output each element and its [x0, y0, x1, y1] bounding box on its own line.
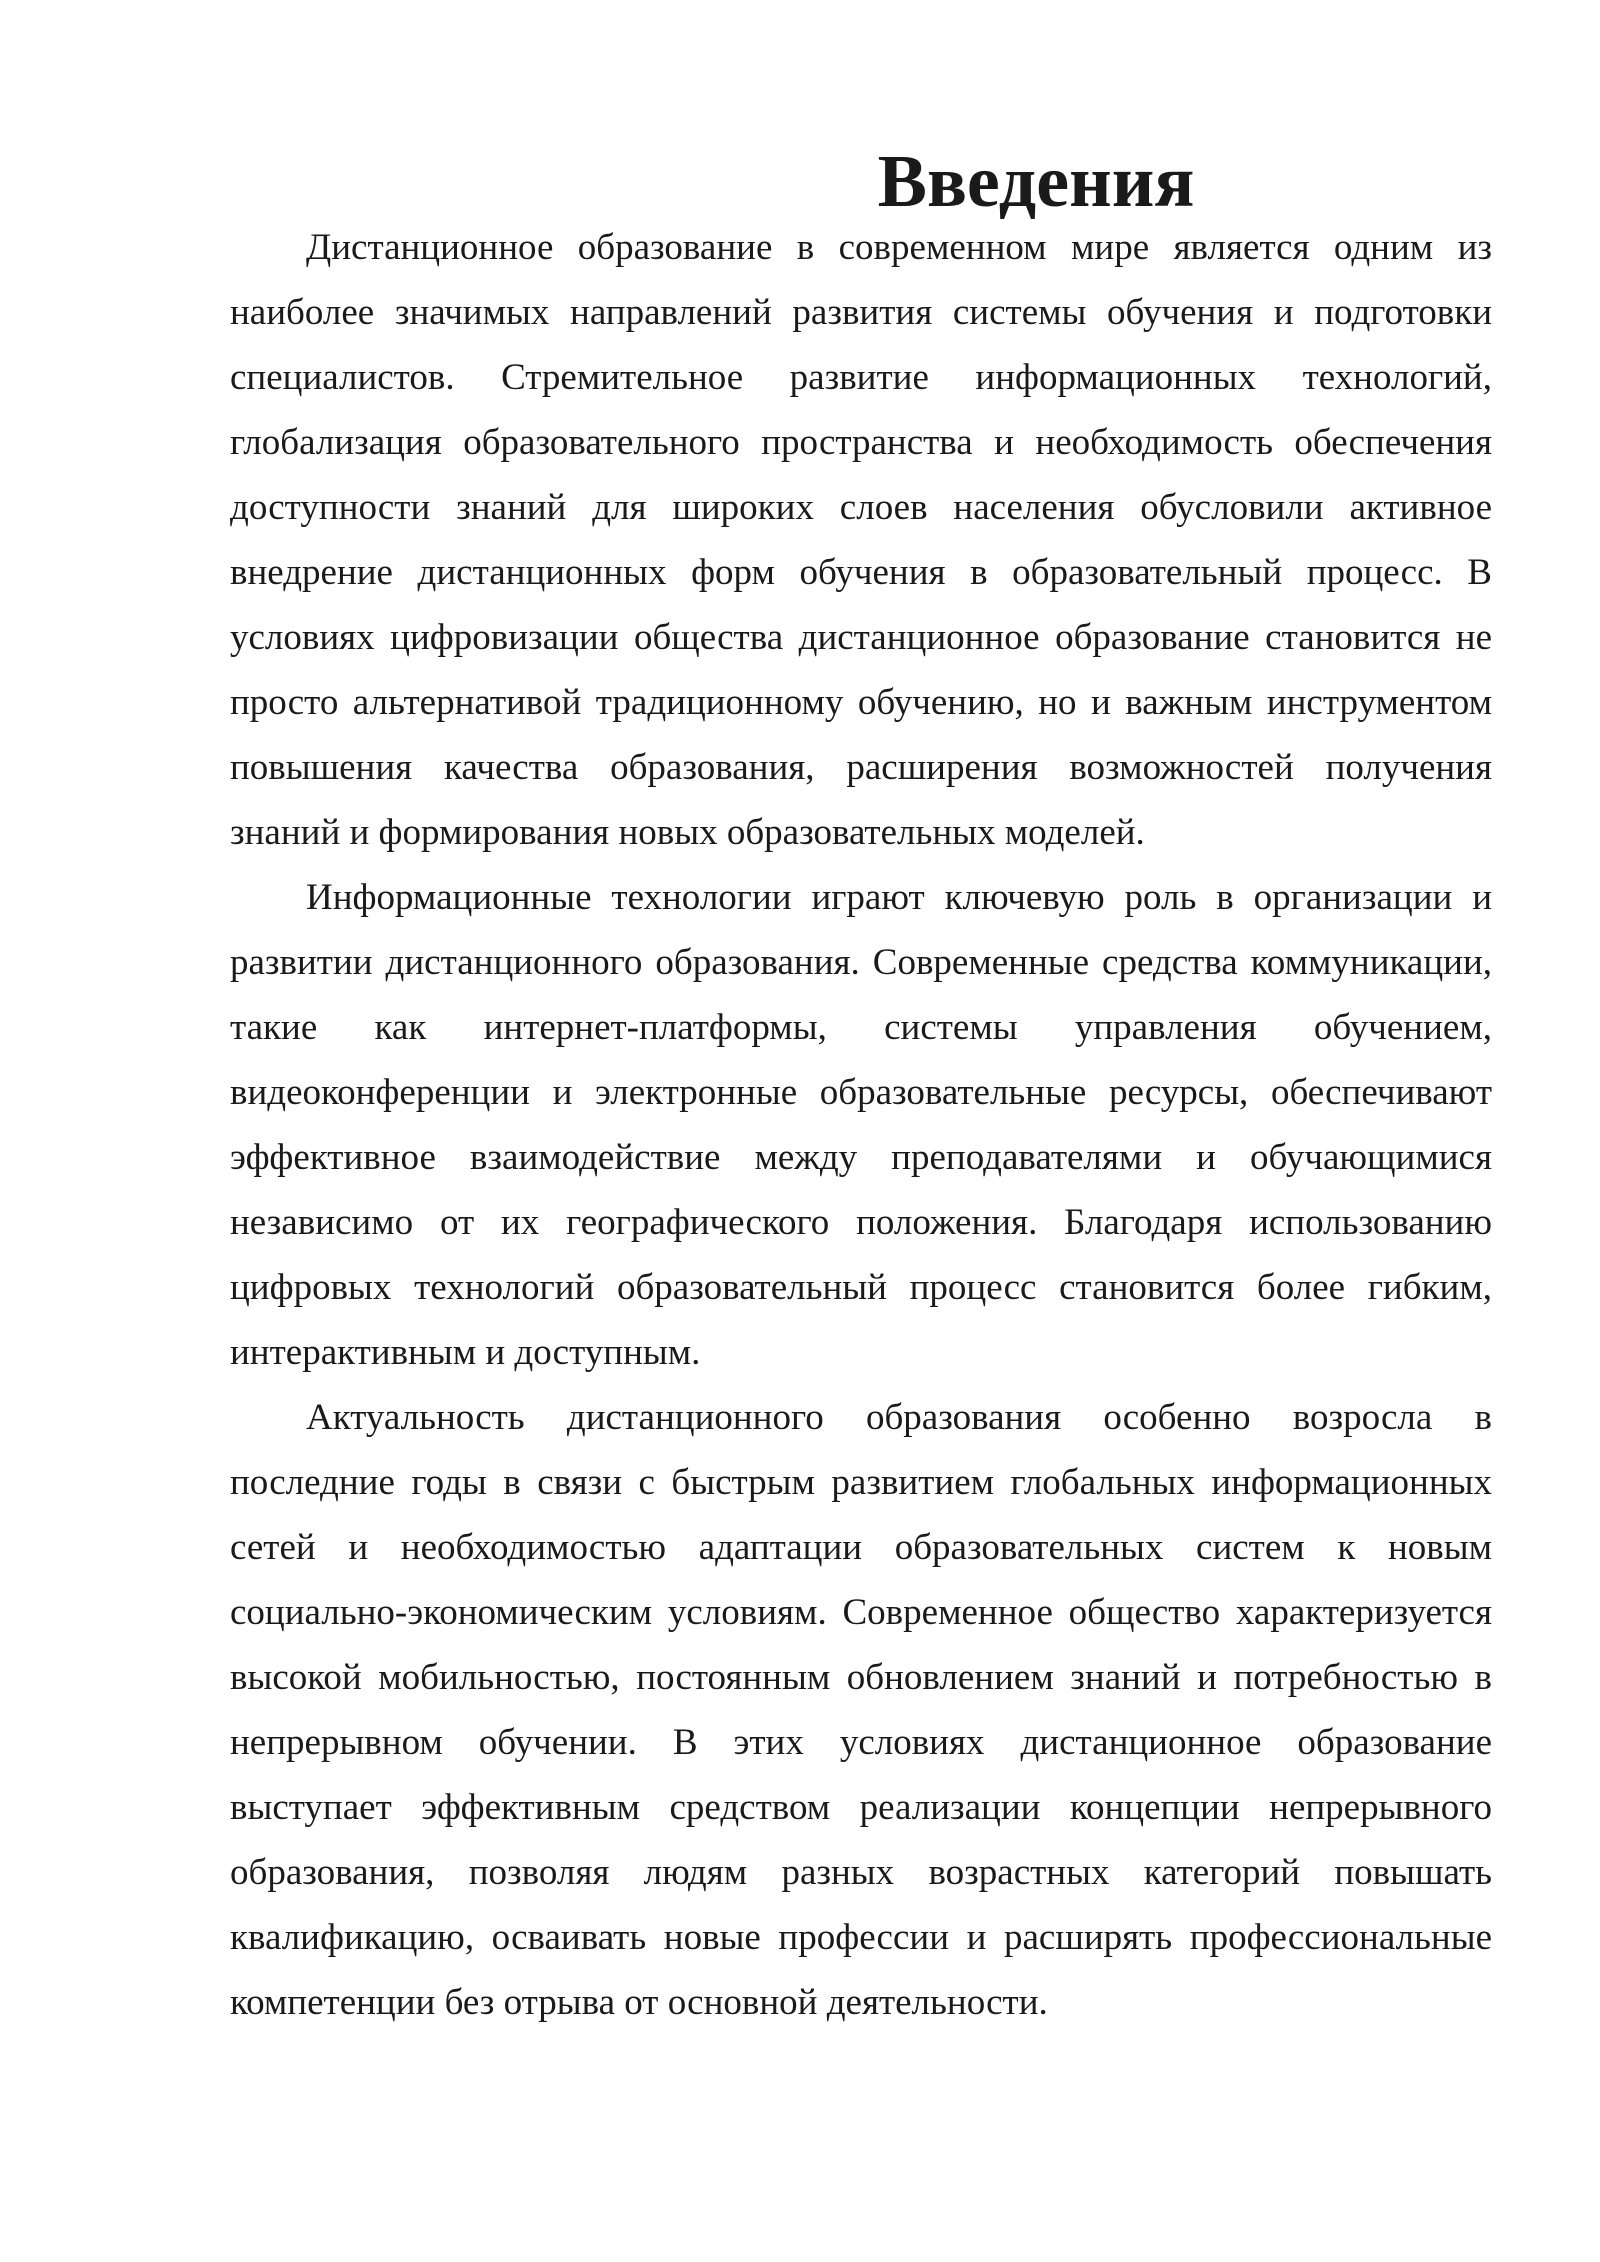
paragraph-2: Информационные технологии играют ключевую роль в организации и развитии дистанционного образования. Современные средства коммуникации, такие как интернет-платформы, системы управления обучением, видеоконференции и электронные образовательные ресурсы, обеспечивают эффективное взаимодействие между преподавателями и обучающимися независимо от их географического положения. Благодаря использованию цифровых технологий образовательный процесс становится более гибким, интерактивным и доступным.: [230, 877, 1492, 1373]
paragraph-1: Дистанционное образование в современном мире является одним из наиболее значимых направлений развития системы обучения и подготовки специалистов. Стремительное развитие информационных технологий, глобализация образовательного пространства и необходимость обеспечения доступности знаний для широких слоев населения обусловили активное внедрение дистанционных форм обучения в образовательный процесс. В условиях цифровизации общества дистанционное образование становится не просто альтернативой традиционному обучению, но и важным инструментом повышения качества образования, расширения возможностей получения знаний и формирования новых образовательных моделей.: [230, 227, 1492, 853]
document-body: [230, 141, 1492, 2035]
paragraph-3: Актуальность дистанционного образования особенно возросла в последние годы в связи с быстрым развитием глобальных информационных сетей и необходимостью адаптации образовательных систем к новым социально-экономическим условиям. Современное общество характеризуется высокой мобильностью, постоянным обновлением знаний и потребностью в непрерывном обучении. В этих условиях дистанционное образование выступает эффективным средством реализации концепции непрерывного образования, позволяя людям разных возрастных категорий повышать квалификацию, осваивать новые профессии и расширять профессиональные компетенции без отрыва от основной деятельности.: [230, 1397, 1492, 2023]
page-title: Введения: [877, 141, 1195, 223]
